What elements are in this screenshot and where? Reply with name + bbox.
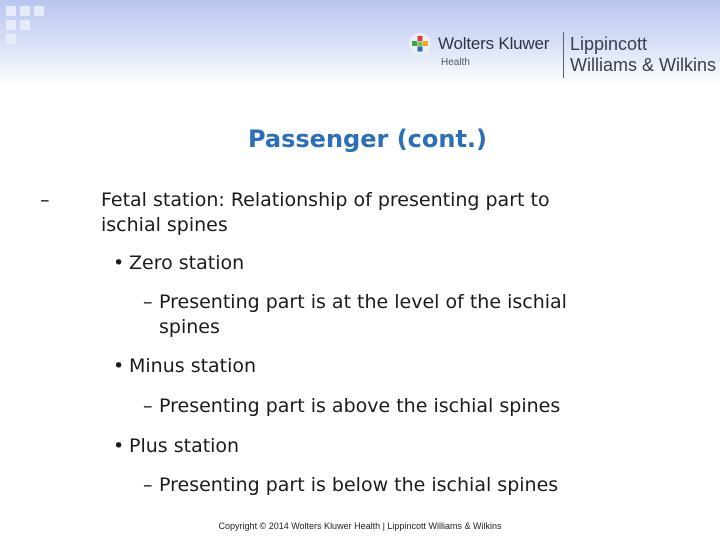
publisher-logo	[408, 30, 718, 80]
bullet-marker: •	[113, 355, 125, 377]
sub-zero-line2: spines	[159, 316, 220, 338]
logo-divider	[563, 32, 564, 78]
bullet-marker: •	[113, 435, 125, 457]
wolters-kluwer-logo-icon	[408, 32, 432, 56]
sub-zero-line1: Presenting part is at the level of the ischial	[159, 291, 567, 313]
copyright-footer: Copyright © 2014 Wolters Kluwer Health | Lippincott Williams & Wilkins	[218, 521, 502, 531]
brand-williams-wilkins: Williams & Wilkins	[570, 55, 716, 75]
slide-title: Passenger (cont.)	[247, 125, 488, 153]
sub-dash-marker: –	[143, 474, 153, 496]
brand-health: Health	[441, 57, 470, 68]
brand-lippincott: Lippincott	[570, 34, 648, 54]
level1-dash-marker: –	[40, 189, 50, 211]
sub-dash-marker: –	[143, 395, 153, 417]
brand-wolters-kluwer: Wolters Kluwer	[438, 34, 550, 53]
sub-plus-line1: Presenting part is below the ischial spines	[159, 474, 559, 496]
bullet-marker: •	[113, 252, 125, 274]
bullet-minus-station: Minus station	[129, 355, 257, 377]
level1-text-line1: Fetal station: Relationship of presenting part to	[101, 189, 550, 211]
bullet-zero-station: Zero station	[129, 252, 245, 274]
sub-minus-line1: Presenting part is above the ischial spines	[159, 395, 561, 417]
sub-dash-marker: –	[143, 291, 153, 313]
bullet-plus-station: Plus station	[129, 435, 240, 457]
level1-text-line2: ischial spines	[101, 214, 228, 236]
